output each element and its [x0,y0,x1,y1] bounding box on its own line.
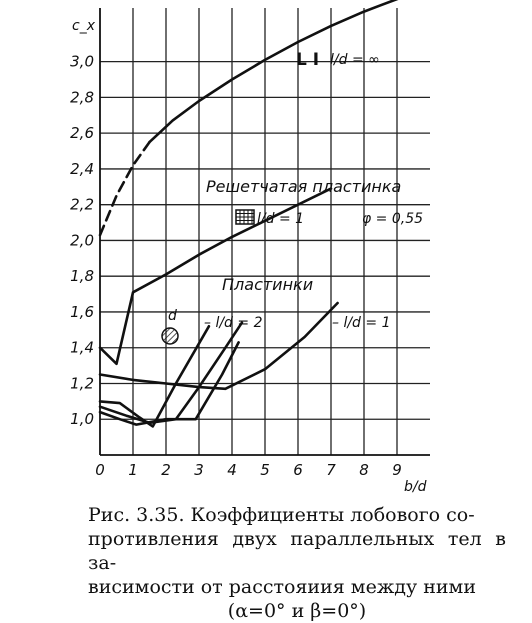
x-tick-label: 5 [260,461,270,479]
y-tick-label: 1,6 [70,302,94,321]
y-tick-label: 2,8 [70,88,94,107]
annotation-ld1-grid: l/d = 1 [257,211,305,227]
x-tick-label: 3 [194,461,204,479]
annotation-L-I: L I [296,50,320,70]
y-tick-label: 2,4 [70,159,94,178]
x-tick-label: 8 [359,461,369,479]
annotation-grid-plate: Решетчатая пластинка [206,177,402,196]
grid-plate-symbol [236,210,254,224]
x-tick-label: 6 [293,461,303,479]
series-line-0 [100,142,150,235]
grid [100,8,430,455]
series-line-1 [150,0,431,142]
figure-caption [88,503,506,623]
caption-line-2: противления двух параллельных тел в за- [88,528,506,574]
y-tick-label: 1,8 [70,267,94,286]
x-tick-label: 9 [392,461,402,479]
x-tick-label: 7 [326,461,336,479]
x-axis-label: b/d [404,479,427,495]
y-tick-label: 1,0 [70,410,94,429]
y-axis-label: c_x [72,18,95,34]
y-tick-label: 2,2 [70,195,94,214]
caption-line-4: (α=0° и β=0°) [227,600,367,622]
y-tick-label: 3,0 [70,52,94,71]
annotation-phi: φ = 0,55 [362,211,424,227]
x-tick-label: 4 [227,461,237,479]
x-tick-label: 1 [128,461,138,479]
y-tick-label: 2,0 [70,231,94,250]
annotation-ld2: – l/d = 2 [204,315,263,331]
y-tick-label: 2,6 [70,124,94,143]
y-tick-label: 1,2 [70,374,94,393]
x-tick-label: 2 [161,461,171,479]
annotation-ld-inf: l/d = ∞ [330,52,380,68]
x-tick-label: 0 [95,461,105,479]
annotation-ld1: – l/d = 1 [332,315,391,331]
caption-line-3: висимости от расстояиия между ними [88,576,476,598]
cylinder-symbol [162,328,178,344]
caption-line-1: Рис. 3.35. Коэффициенты лобового со- [88,504,475,526]
annotation-d: d [168,308,177,324]
tick-labels [70,53,402,479]
annotation-plates: Пластинки [222,275,314,294]
y-tick-label: 1,4 [70,338,94,357]
